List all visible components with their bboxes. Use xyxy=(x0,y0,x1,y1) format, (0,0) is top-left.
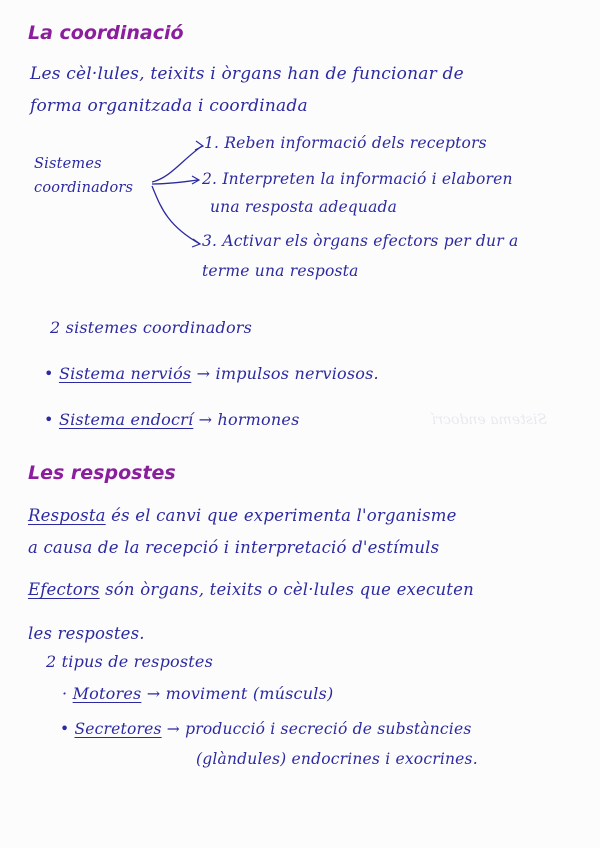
motor-response-item xyxy=(62,684,333,703)
secretory-response-item xyxy=(60,720,471,738)
bullet: • xyxy=(44,410,54,429)
motor-term: Motores xyxy=(72,684,142,703)
arrow-icon: → xyxy=(146,684,161,703)
secretory-term: Secretores xyxy=(74,720,162,738)
bullet: • xyxy=(44,364,54,383)
function-2-line-2: una resposta adequada xyxy=(210,198,398,216)
definition-rest: és el canvi que experimenta l'organisme xyxy=(105,506,457,525)
systems-label-line-2: coordinadors xyxy=(34,180,134,196)
endocrine-system-item xyxy=(44,410,299,429)
nervous-system-item xyxy=(44,364,379,383)
definition-line-2: a causa de la recepció i interpretació d'estímuls xyxy=(28,538,440,557)
section-heading-responses: Les respostes xyxy=(28,462,176,484)
effectors-line-2: les respostes. xyxy=(28,624,145,643)
function-2-line-1: 2. Interpreten la informació i elaboren xyxy=(202,170,513,188)
effectors-rest: són òrgans, teixits o cèl·lules que executen xyxy=(99,580,474,599)
effectors-term: Efectors xyxy=(28,580,100,599)
secretory-detail-line-1: producció i secreció de substàncies xyxy=(185,720,472,738)
endocrine-system-detail: hormones xyxy=(217,410,300,429)
bullet: · xyxy=(62,684,68,703)
definition-term: Resposta xyxy=(28,506,106,525)
secretory-detail-line-2: (glàndules) endocrines i exocrines. xyxy=(196,750,478,768)
intro-line-2: forma organitzada i coordinada xyxy=(30,96,308,116)
nervous-system-term: Sistema nerviós xyxy=(58,364,192,383)
nervous-system-detail: impulsos nerviosos. xyxy=(215,364,379,383)
function-3-line-1: 3. Activar els òrgans efectors per dur a xyxy=(202,232,519,250)
effectors-line-1 xyxy=(28,580,474,599)
endocrine-system-term: Sistema endocrí xyxy=(58,410,194,429)
arrow-icon: → xyxy=(198,410,213,429)
function-3-line-2: terme una resposta xyxy=(202,262,359,280)
two-systems-line: 2 sistemes coordinadors xyxy=(50,318,253,337)
motor-detail: moviment (músculs) xyxy=(165,684,334,703)
intro-line-1: Les cèl·lules, teixits i òrgans han de funcionar de xyxy=(30,64,464,84)
bullet: • xyxy=(60,720,70,738)
arrow-icon: → xyxy=(196,364,211,383)
section-heading-coordination: La coordinació xyxy=(28,22,184,44)
function-1: 1. Reben informació dels receptors xyxy=(204,134,487,152)
arrow-icon: → xyxy=(166,720,180,738)
systems-label-line-1: Sistemes xyxy=(34,156,102,172)
bleed-through-text: Sistema endocrí xyxy=(432,412,547,428)
definition-line-1 xyxy=(28,506,457,525)
two-types-line: 2 tipus de respostes xyxy=(46,652,213,671)
